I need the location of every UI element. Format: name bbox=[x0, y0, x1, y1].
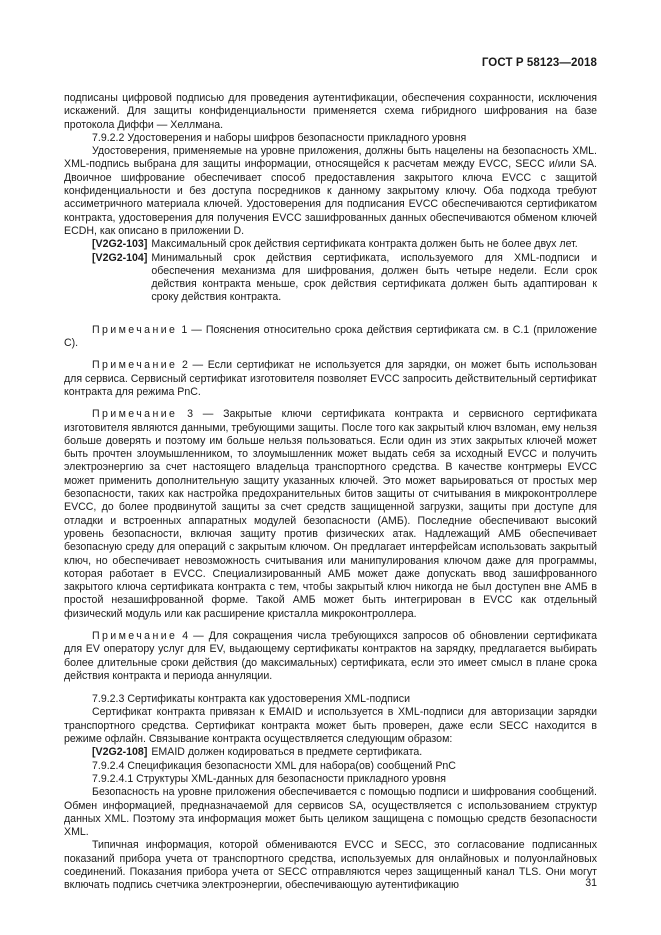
closing-paragraph: Типичная информация, которой обмениваются EVCC и SECC, это согласование подписанных показаний прибора учета от транспортного средства, используемых для онлайновых и полуонлайновых соединений. Показания прибора учета от SECC отправляются через защищенный канал TLS. Они могут включать подпись счетчика электроэнергии, обеспечивающую аутентификацию bbox=[64, 839, 597, 892]
section-7-9-2-2-title: 7.9.2.2 Удостоверения и наборы шифров безопасности прикладного уровня bbox=[92, 131, 467, 144]
standard-header: ГОСТ Р 58123—2018 bbox=[481, 57, 597, 69]
requirement-v2g2-104 bbox=[64, 252, 597, 305]
section-7-9-2-2-paragraph: Удостоверения, применяемые на уровне приложения, должны быть нацелены на безопасность XML. XML-подпись выбрана для защиты информации, относящейся к расчетам между EVCC, SECC и/или SA. Двоичное шифрование обеспечивает способ предоставления закрытого ключа EVCC с защитой конфиденциальности и без доступа посредников к данному закрытому ключу. Оба подхода требуют ассиметричного материала ключей. Удостоверения для подписания EVCC обеспечиваются сертификатом контракта, удостоверения для получения EVCC зашифрованных данных обеспечиваются обменом ключей ECDH, как описано в приложении D. bbox=[64, 145, 597, 237]
note-label: Примечание bbox=[92, 408, 178, 421]
requirement-v2g2-108 bbox=[64, 746, 597, 759]
section-7-9-2-4-title: 7.9.2.4 Спецификация безопасности XML для набора(ов) сообщений PnC bbox=[92, 759, 456, 772]
note-number: 1 bbox=[181, 323, 188, 336]
requirement-text: Минимальный срок действия сертификата, используемого для XML-подписи и обеспечения механизма для шифрования, должен быть четыре недели. Если срок действия контракта меньше, срок действия сертификата должен быть адаптирован к сроку действия контракта. bbox=[151, 251, 597, 304]
section-7-9-2-4-1-title: 7.9.2.4.1 Структуры XML-данных для безопасности прикладного уровня bbox=[92, 772, 446, 785]
continuation-paragraph: подписаны цифровой подписью для проведения аутентификации, обеспечения сохранности, исключения искажений. Для защиты конфиденциальности применяется схема гибридного шифрования на базе протокола Диффи — Хеллмана. bbox=[64, 92, 597, 131]
page-number: 31 bbox=[585, 877, 597, 889]
note-number: 4 bbox=[182, 629, 189, 642]
note-label: Примечание bbox=[92, 323, 178, 336]
note-label: Примечание bbox=[92, 629, 178, 642]
note-text: — Закрытые ключи сертификата контракта и сервисного сертификата изготовителя являются данными, требующими защиты. После того как закрытый ключ взломан, ему нельзя больше доверять и поэтому им больше нельзя пользоваться. Если один из этих закрытых ключей может быть прочтен злоумышленником, то злоумышленник может выдать себя за исходный EVCC и получить электроэнергию за счет настоящего владельца транспортного средства. В качестве контрмеры EVCC может применить дополнительную защиту указанных ключей. Это может варьироваться от простых мер безопасности, таких как настройка предохранительных битов защиты от считывания в микроконтроллере EVCC, до более продвинутой защиты за счет средств защищенной загрузки, защиты при доступе для отладки и встроенных аппаратных модулей безопасности (АМБ). Последние обеспечивают высокий уровень безопасности, включая защиту против физических атак. Надлежащий АМБ обеспечивает безопасную среду для операций с закрытым ключом. Он предлагает интерфейсам использовать закрытый ключ, но обеспечивает невозможность считывания или манипулирования ключом даже для программы, которая работает в EVCC. Специализированный АМБ может даже допускать ввод зашифрованного закрытого ключа сертификата контракта с тем, чтобы закрытый ключ никогда не был доступен вне АМБ в простой незашифрованной форме. Такой АМБ может быть интегрирован в EVCC как отдельный физический модуль или как расширение кристалла микроконтроллера. bbox=[64, 408, 597, 620]
requirement-code: [V2G2-104] bbox=[92, 251, 148, 264]
section-7-9-2-3-paragraph: Сертификат контракта привязан к EMAID и используется в XML-подписи для авторизации зарядки транспортного средства. Сертификат контракта может быть проверен, даже если SECC находится в режиме офлайн. Связывание контракта осуществляется следующим образом: bbox=[64, 706, 597, 746]
document-body bbox=[64, 92, 597, 893]
note-4 bbox=[64, 630, 597, 683]
section-7-9-2-4-1-paragraph: Безопасность на уровне приложения обеспечивается с помощью подписи и шифрования сообщений. Обмен информацией, предназначаемой для сервисов SA, осуществляется с использованием структур данных XML. Поэтому эта информация может быть целиком защищена с помощью средств безопасности XML. bbox=[64, 786, 597, 839]
requirement-v2g2-103 bbox=[64, 238, 597, 251]
note-3 bbox=[64, 408, 597, 621]
note-text: — Для сокращения числа требующихся запросов об обновлении сертификата для EV оператору услуг для EV, выдающему сертификаты контрактов на зарядку, предлагается выбирать более длительные сроки действия (до максимальных) сертификата, если это имеет смысл в плане срока действия контракта и периода аннуляции. bbox=[64, 629, 597, 682]
requirement-code: [V2G2-108] bbox=[92, 746, 148, 759]
note-text: — Если сертификат не используется для зарядки, он может быть использован для сервиса. Сервисный сертификат изготовителя позволяет EVCC запросить действительный сертификат контракта для режима PnC. bbox=[64, 359, 597, 398]
note-1 bbox=[64, 324, 597, 351]
note-label: Примечание bbox=[92, 359, 178, 372]
section-7-9-2-3-title: 7.9.2.3 Сертификаты контракта как удостоверения XML-подписи bbox=[92, 693, 410, 706]
note-number: 3 bbox=[187, 408, 193, 421]
requirement-text: Максимальный срок действия сертификата контракта должен быть не более двух лет. bbox=[151, 238, 578, 251]
requirement-text: EMAID должен кодироваться в предмете сертификата. bbox=[151, 746, 423, 759]
note-text: — Пояснения относительно срока действия сертификата см. в С.1 (приложение С). bbox=[64, 323, 597, 350]
note-2 bbox=[64, 359, 597, 399]
note-number: 2 bbox=[181, 359, 188, 372]
requirement-code: [V2G2-103] bbox=[92, 238, 148, 251]
